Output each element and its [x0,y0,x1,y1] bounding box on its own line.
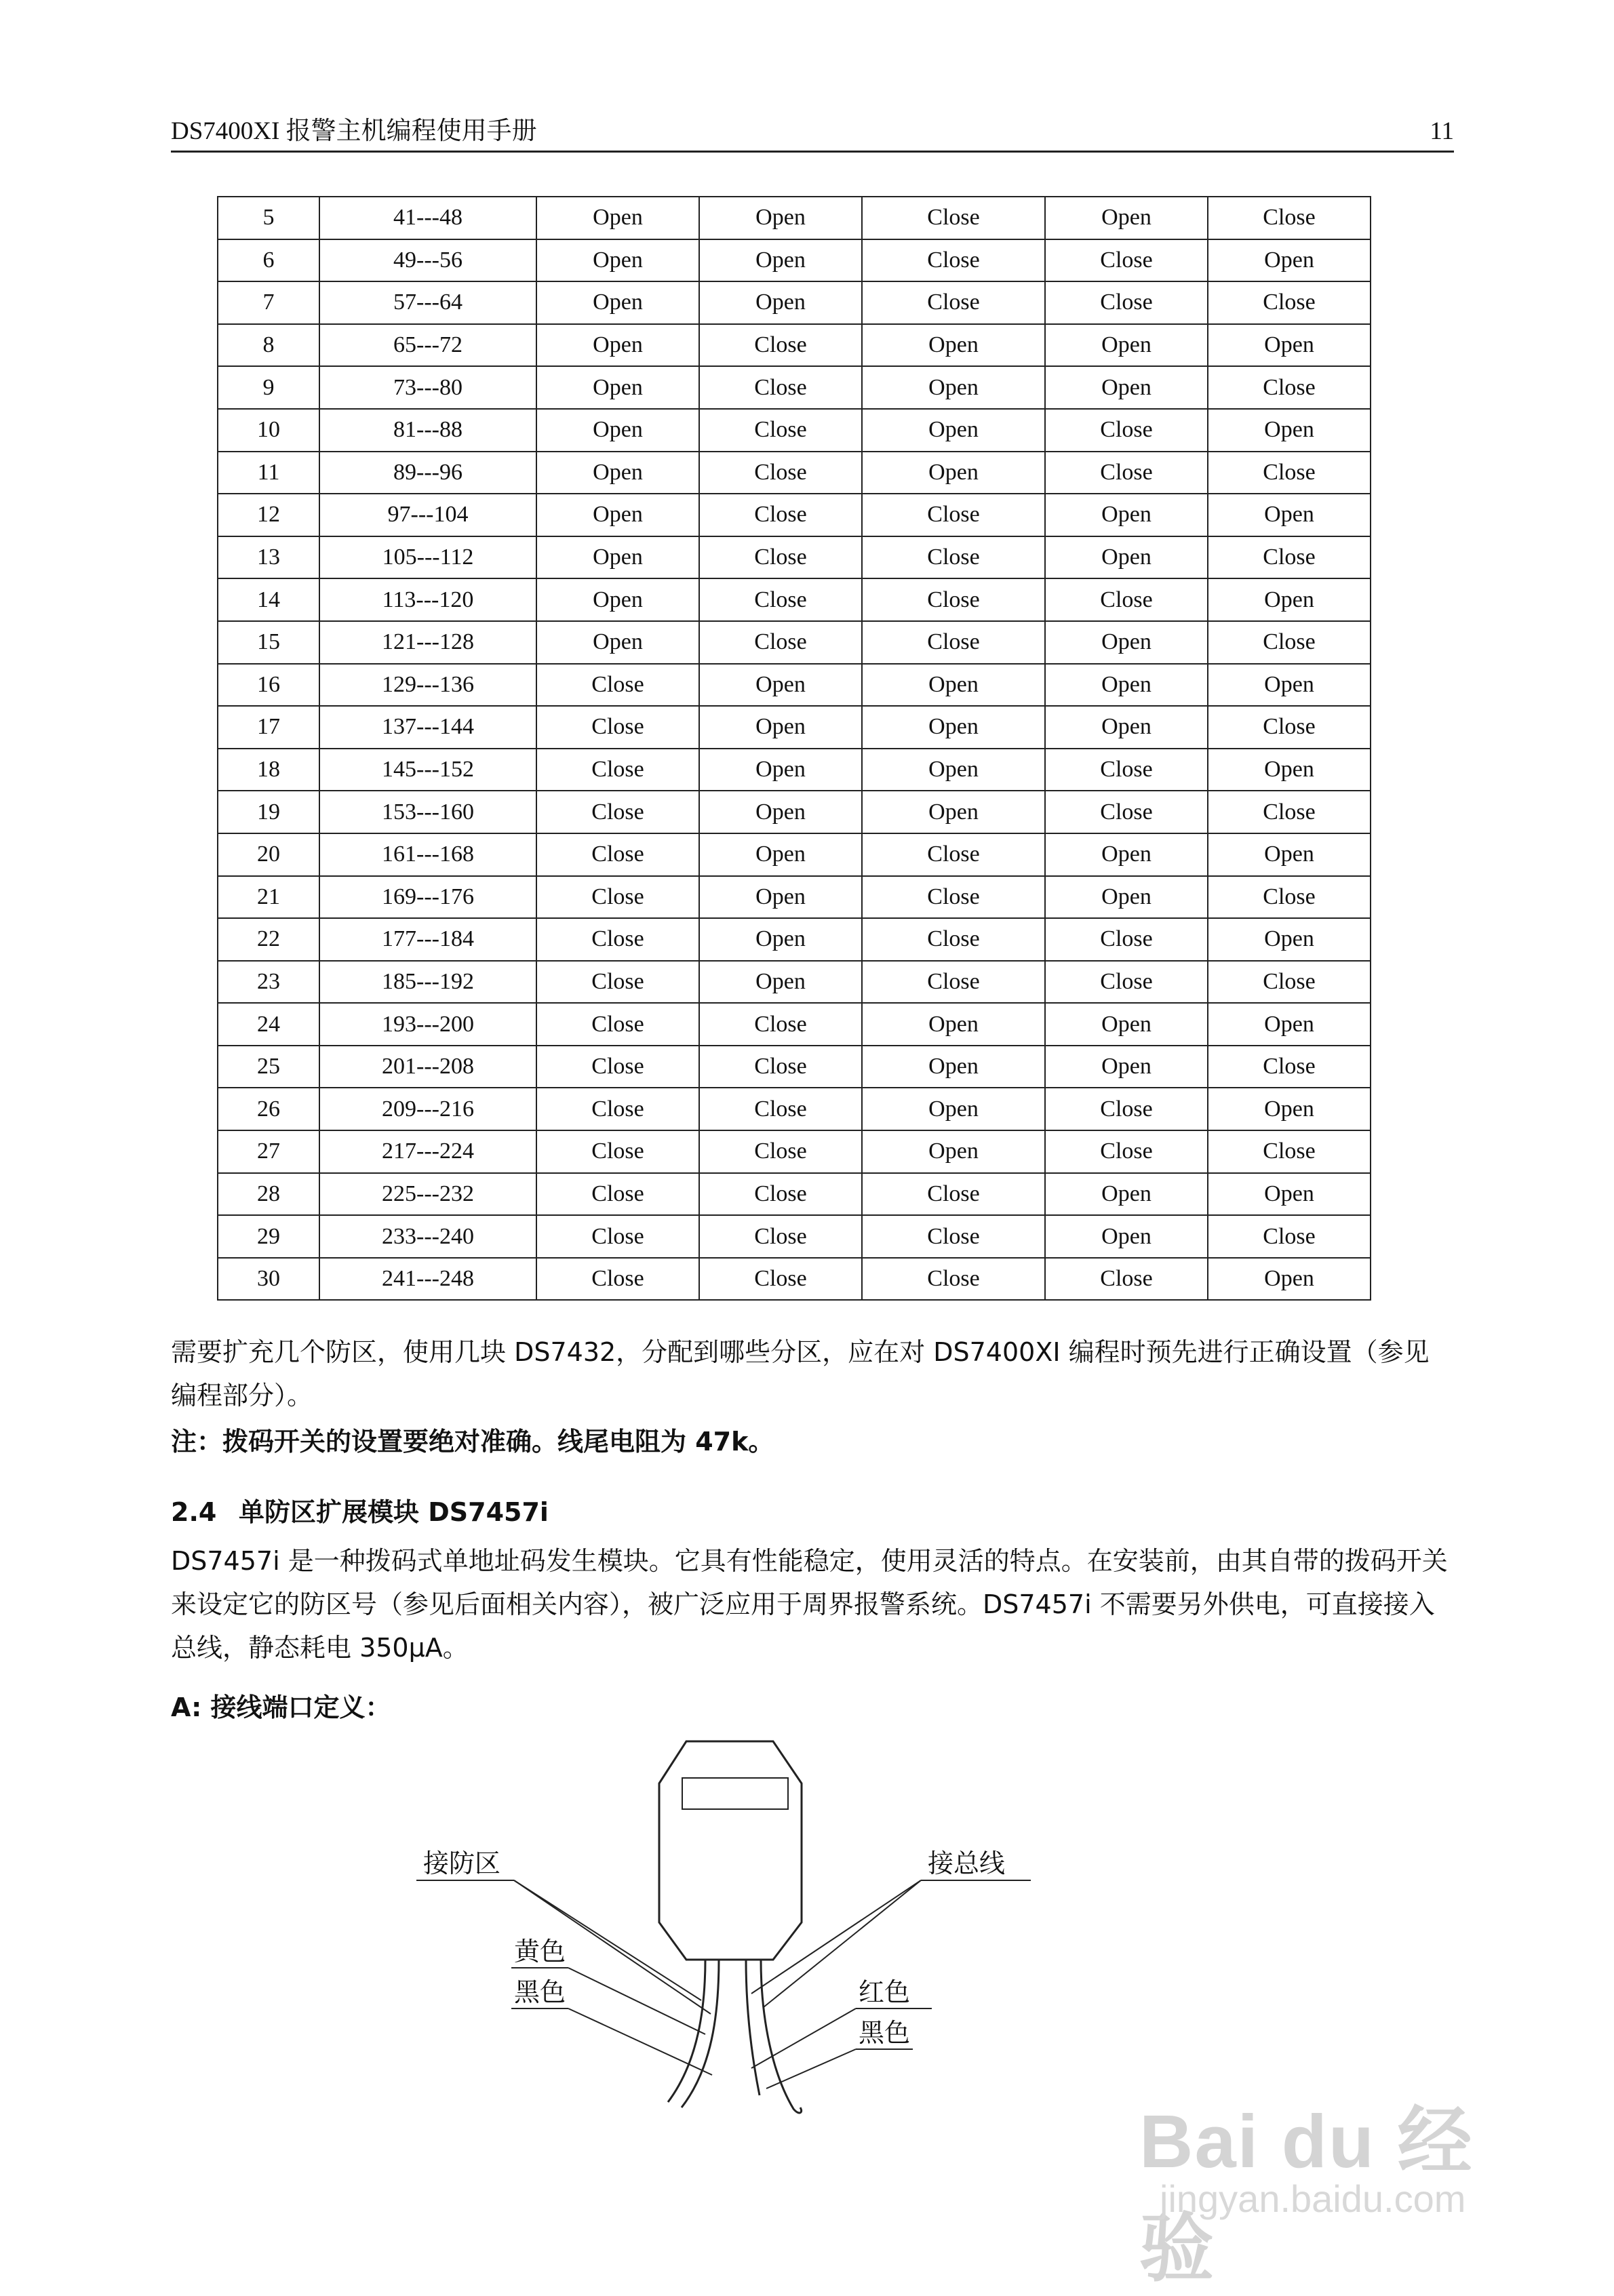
table-cell: Close [1208,1046,1371,1088]
table-cell: 113---120 [319,578,536,621]
table-cell: Open [699,706,862,749]
table-cell: 241---248 [319,1258,536,1301]
table-cell: 193---200 [319,1003,536,1046]
table-cell: 25 [218,1046,319,1088]
table-cell: Close [699,494,862,536]
table-cell: Close [1208,366,1371,409]
table-cell: Close [1045,1258,1208,1301]
table-cell: Close [536,918,699,961]
header-title: DS7400XI 报警主机编程使用手册 [171,117,537,145]
table-cell: Close [862,536,1045,579]
table-cell: Close [699,536,862,579]
watermark-url: jingyan.baidu.com [1160,2177,1466,2220]
section-subheading: A: 接线端口定义： [171,1693,391,1722]
table-cell: 24 [218,1003,319,1046]
table-cell: Open [699,961,862,1004]
table-cell: Close [536,833,699,876]
table-cell: Open [1208,749,1371,791]
label-yellow: 黄色 [514,1937,566,1966]
table-cell: 5 [218,197,319,239]
table-cell: Close [862,494,1045,536]
table-cell: 6 [218,239,319,282]
table-cell: 65---72 [319,324,536,367]
table-cell: 28 [218,1173,319,1216]
table-cell: Close [862,876,1045,919]
table-cell: Close [536,876,699,919]
table-cell: Open [699,791,862,833]
table-cell: Close [699,621,862,664]
table-cell: Close [1208,706,1371,749]
note-paragraph: 需要扩充几个防区，使用几块 DS7432，分配到哪些分区，应在对 DS7400XI 编程时预先进行正确设置（参见编程部分）。 [171,1337,1430,1410]
table-cell: Close [1045,281,1208,324]
table-cell: Open [536,578,699,621]
table-cell: Close [699,409,862,452]
section-number: 2.4 [171,1497,217,1527]
table-cell: Close [862,1258,1045,1301]
table-cell: Close [536,1088,699,1130]
table-cell: Open [536,621,699,664]
table-cell: Open [1045,1046,1208,1088]
table-cell: Close [862,578,1045,621]
table-cell: Open [536,324,699,367]
table-cell: Close [1208,281,1371,324]
table-cell: Open [1045,1003,1208,1046]
table-cell: Open [862,452,1045,494]
table-cell: Open [1045,366,1208,409]
table-cell: Close [1045,961,1208,1004]
label-black-left: 黑色 [514,1977,566,2007]
table-cell: 209---216 [319,1088,536,1130]
table-cell: 137---144 [319,706,536,749]
table-cell: Open [1208,494,1371,536]
table-cell: 13 [218,536,319,579]
table-cell: Close [1045,1130,1208,1173]
table-cell: Close [699,578,862,621]
table-cell: Open [1045,1173,1208,1216]
table-cell: Open [536,281,699,324]
table-cell: 21 [218,876,319,919]
table-cell: Close [1045,749,1208,791]
table-cell: Close [536,1215,699,1258]
table-cell: 29 [218,1215,319,1258]
table-cell: Close [699,1046,862,1088]
table-cell: 169---176 [319,876,536,919]
table-cell: Open [536,366,699,409]
table-cell: Close [536,1046,699,1088]
table-cell: 18 [218,749,319,791]
table-cell: Close [1045,918,1208,961]
table-cell: Open [862,749,1045,791]
table-cell: 16 [218,664,319,707]
table-cell: Open [1045,621,1208,664]
table-cell: Open [1208,578,1371,621]
table-cell: Open [699,918,862,961]
table-cell: 7 [218,281,319,324]
table-cell: 177---184 [319,918,536,961]
table-cell: Close [699,1130,862,1173]
table-cell: 217---224 [319,1130,536,1173]
table-cell: 145---152 [319,749,536,791]
table-cell: Open [1208,1258,1371,1301]
table-cell: 26 [218,1088,319,1130]
table-cell: Open [1045,876,1208,919]
table-cell: Close [1045,578,1208,621]
table-cell: Open [1208,918,1371,961]
table-cell: Open [862,1130,1045,1173]
section-paragraph: DS7457i 是一种拨码式单地址码发生模块。它具有性能稳定，使用灵活的特点。在安装前，由其自带的拨码开关来设定它的防区号（参见后面相关内容），被广泛应用于周界报警系统。DS7457i 不需要另外供电，可直接接入总线，静态耗电 350μA。 [171,1546,1448,1663]
warning-note: 注：拨码开关的设置要绝对准确。线尾电阻为 47k。 [171,1427,774,1457]
table-cell: Close [1208,621,1371,664]
table-cell: Close [862,1173,1045,1216]
table-cell: Close [1208,791,1371,833]
wire-black-left [682,1960,719,2107]
table-cell: Open [862,1088,1045,1130]
table-cell: 30 [218,1258,319,1301]
label-bus: 接总线 [928,1848,1006,1878]
table-cell: Open [862,409,1045,452]
table-cell: Close [1045,452,1208,494]
table-cell: 73---80 [319,366,536,409]
table-cell: Close [699,1173,862,1216]
table-cell: 105---112 [319,536,536,579]
module-body [659,1741,802,1960]
table-cell: Open [536,452,699,494]
table-cell: 57---64 [319,281,536,324]
table-cell: Open [536,494,699,536]
table-cell: 121---128 [319,621,536,664]
table-cell: Open [536,536,699,579]
table-cell: Close [862,281,1045,324]
table-cell: Open [699,749,862,791]
table-cell: Close [862,197,1045,239]
table-cell: Open [1045,664,1208,707]
table-cell: Open [1208,664,1371,707]
label-black-right: 黑色 [859,2018,911,2048]
table-cell: Open [536,197,699,239]
table-cell: Close [536,791,699,833]
table-cell: Open [1208,239,1371,282]
table-cell: Open [1045,197,1208,239]
table-cell: Close [1045,791,1208,833]
table-cell: 19 [218,791,319,833]
table-cell: Close [699,1088,862,1130]
table-cell: Close [536,706,699,749]
table-cell: Close [1208,876,1371,919]
table-cell: Open [862,664,1045,707]
table-cell: Open [862,1003,1045,1046]
label-zone: 接防区 [423,1848,501,1878]
table-cell: Close [536,1003,699,1046]
table-cell: Open [862,324,1045,367]
table-cell: 41---48 [319,197,536,239]
table-cell: Close [536,664,699,707]
table-cell: Close [536,749,699,791]
table-cell: Open [1208,1173,1371,1216]
table-cell: 9 [218,366,319,409]
table-cell: Close [1208,536,1371,579]
table-cell: Close [1208,1130,1371,1173]
table-cell: 17 [218,706,319,749]
table-cell: 14 [218,578,319,621]
table-cell: Open [1208,409,1371,452]
table-cell: 22 [218,918,319,961]
table-cell: 20 [218,833,319,876]
table-cell: Open [1045,324,1208,367]
table-cell: Close [1045,1088,1208,1130]
table-cell: 10 [218,409,319,452]
table-cell: Close [699,324,862,367]
table-cell: 12 [218,494,319,536]
table-cell: 161---168 [319,833,536,876]
table-cell: Close [1208,197,1371,239]
table-cell: 185---192 [319,961,536,1004]
table-cell: Close [536,1173,699,1216]
table-cell: Open [699,664,862,707]
table-cell: Close [699,366,862,409]
table-cell: Open [1045,706,1208,749]
table-cell: Open [862,791,1045,833]
table-cell: Close [1045,239,1208,282]
table-cell: Open [699,281,862,324]
table-cell: 81---88 [319,409,536,452]
table-cell: Open [1208,1003,1371,1046]
table-cell: Close [699,1215,862,1258]
table-cell: Open [1045,833,1208,876]
table-cell: Open [1208,324,1371,367]
table-cell: Open [699,197,862,239]
watermark [1139,2082,1519,2291]
table-cell: 15 [218,621,319,664]
table-cell: Open [1208,833,1371,876]
table-cell: 201---208 [319,1046,536,1088]
table-cell: Close [536,1130,699,1173]
table-cell: Close [699,452,862,494]
table-cell: 8 [218,324,319,367]
table-cell: Close [1208,1215,1371,1258]
table-cell: Close [699,1003,862,1046]
table-cell: Close [862,1215,1045,1258]
table-cell: 233---240 [319,1215,536,1258]
table-cell: Close [862,918,1045,961]
table-cell: Open [1045,536,1208,579]
table-cell: 11 [218,452,319,494]
page-number: 11 [1430,117,1454,145]
table-cell: Open [699,239,862,282]
table-cell: 49---56 [319,239,536,282]
table-cell: Close [862,961,1045,1004]
table-cell: Open [862,706,1045,749]
table-cell: Close [1208,961,1371,1004]
label-red: 红色 [859,1977,911,2007]
table-cell: Open [699,876,862,919]
table-cell: 23 [218,961,319,1004]
table-cell: Close [1045,409,1208,452]
table-cell: Open [862,1046,1045,1088]
table-cell: 225---232 [319,1173,536,1216]
wire-red [746,1960,760,2095]
table-cell: Open [1045,494,1208,536]
table-cell: Open [536,409,699,452]
table-cell: Close [1208,452,1371,494]
table-cell: 27 [218,1130,319,1173]
watermark-logo: Bai du 经验 [1139,2100,1474,2291]
table-cell: 153---160 [319,791,536,833]
table-cell: Close [536,961,699,1004]
table-cell: 129---136 [319,664,536,707]
table-cell: Open [862,366,1045,409]
table-cell: Close [862,239,1045,282]
table-cell: Open [699,833,862,876]
table-cell: 89---96 [319,452,536,494]
table-cell: Close [699,1258,862,1301]
table-cell: Close [536,1258,699,1301]
table-cell: Close [862,621,1045,664]
table-cell: Open [536,239,699,282]
section-title: 单防区扩展模块 DS7457i [239,1497,549,1527]
dip-switch-window [682,1778,788,1809]
table-cell: Close [862,833,1045,876]
table-cell: Open [1045,1215,1208,1258]
table-cell: 97---104 [319,494,536,536]
table-cell: Open [1208,1088,1371,1130]
